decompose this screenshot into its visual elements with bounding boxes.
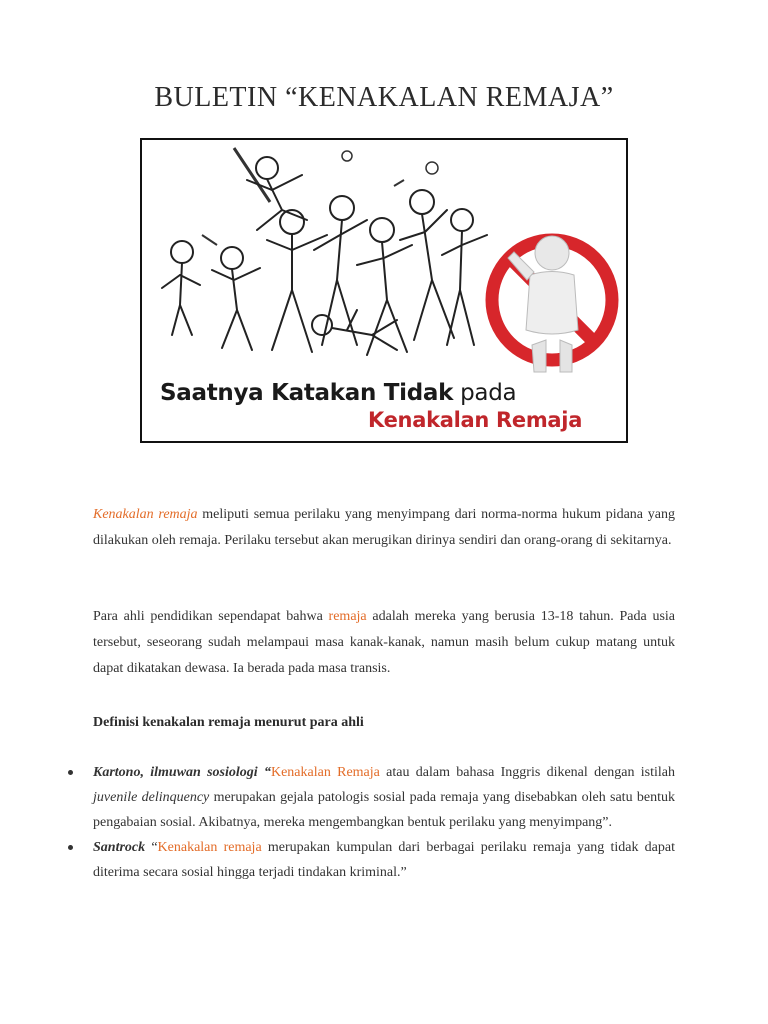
bullet-icon xyxy=(68,845,73,850)
banner-caption-normal: pada xyxy=(453,380,517,406)
banner-caption-line1 xyxy=(160,380,516,406)
definition-author: Santrock xyxy=(93,840,146,855)
paragraph2-after: adalah mereka yang berusia 13-18 tahun. Pada usia tersebut, seseorang sudah melampaui masa kanak-kanak, namun masih belum cukup matang untuk dapat dikatakan dewasa. Ia berada pada masa transis. xyxy=(93,609,675,676)
banner-caption-line2: Kenakalan Remaja xyxy=(368,408,583,432)
document-title: BULETIN “KENAKALAN REMAJA” xyxy=(154,82,614,113)
definition-text-b: merupakan gejala patologis sosial pada remaja yang disebabkan oleh satu bentuk pengabaian sosial. Akibatnya, mereka mengembangkan bentuk perilaku yang menyimpang”. xyxy=(93,790,675,830)
list-item xyxy=(93,760,675,835)
definition-italic-term: juvenile delinquency xyxy=(93,790,210,805)
definition-text-a: merupakan kumpulan dari berbagai perilaku remaja yang tidak dapat diterima secara sosial hingga terjadi tindakan kriminal.” xyxy=(93,840,675,880)
definition-term: Kenakalan Remaja xyxy=(270,765,380,780)
definition-author: Kartono, ilmuwan sosiologi “ xyxy=(93,765,271,780)
paragraph2-before: Para ahli pendidikan sependapat bahwa xyxy=(93,609,329,624)
paragraph1-text: meliputi semua perilaku yang menyimpang dari norma-norma hukum pidana yang dilakukan oleh remaja. Perilaku tersebut akan merugikan dirinya sendiri dan orang-orang di sekitarnya. xyxy=(93,507,675,548)
definitions-list xyxy=(93,760,675,885)
definitions-heading: Definisi kenakalan remaja menurut para ahli xyxy=(93,715,364,730)
paragraph-definition xyxy=(93,502,675,554)
term-kenakalan-remaja: Kenakalan remaja xyxy=(93,507,198,522)
list-item xyxy=(93,835,675,885)
definition-term: Kenakalan remaja xyxy=(157,840,262,855)
prohibition-icon xyxy=(492,236,612,372)
term-remaja: remaja xyxy=(328,609,367,624)
banner-image xyxy=(140,138,628,443)
paragraph-age xyxy=(93,604,675,682)
definition-text-a: atau dalam bahasa Inggris dikenal dengan istilah xyxy=(379,765,675,780)
bullet-icon xyxy=(68,770,73,775)
definition-quote-open: “ xyxy=(145,840,158,855)
banner-caption-bold: Saatnya Katakan Tidak xyxy=(160,380,454,406)
